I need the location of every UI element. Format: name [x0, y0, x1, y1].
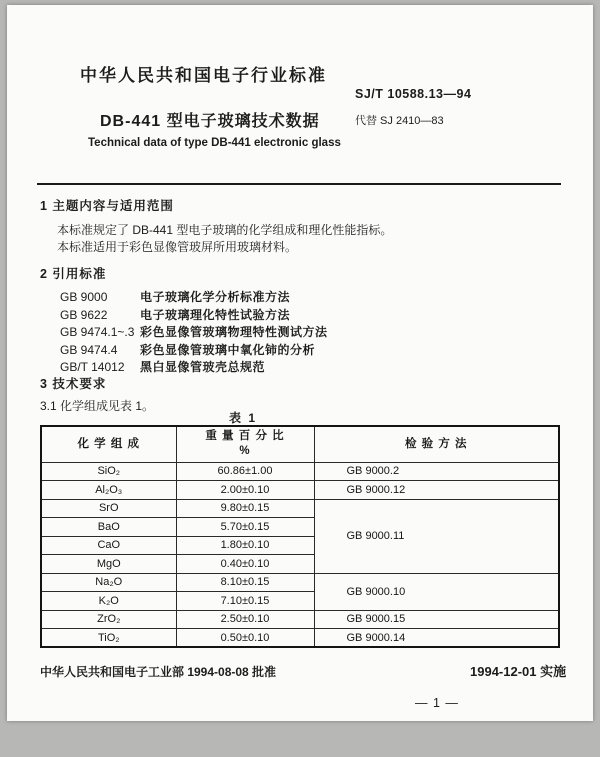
percent-cell: 7.10±0.15: [176, 592, 314, 611]
method-cell: GB 9000.14: [314, 629, 559, 648]
table-row: [41, 610, 559, 629]
ref-code: GB 9000: [60, 290, 108, 304]
formula-cell: CaO: [41, 536, 176, 555]
reference-item: [60, 324, 328, 342]
ref-title: 彩色显像管玻璃中氧化铈的分析: [140, 342, 316, 357]
percent-cell: 2.00±0.10: [176, 481, 314, 500]
table-caption: 表 1: [229, 411, 258, 425]
page-number: — 1 —: [415, 696, 459, 710]
ref-code: GB 9474.1~.3: [60, 325, 135, 339]
col-header-percent-unit: %: [239, 445, 251, 458]
method-cell: GB 9000.10: [314, 573, 559, 610]
table-row: [41, 629, 559, 648]
col-header-percent: [176, 426, 314, 462]
reference-item: [60, 307, 291, 325]
percent-cell: 1.80±0.10: [176, 536, 314, 555]
table-row: [41, 573, 559, 592]
formula-cell: Al₂O₃: [41, 481, 176, 500]
table-row: [41, 481, 559, 500]
table-row: [41, 462, 559, 481]
ref-title: 电子玻璃理化特性试验方法: [140, 307, 291, 322]
table-row: [41, 499, 559, 518]
section-1-paragraph-2: 本标准适用于彩色显像管玻屏所用玻璃材料。: [57, 240, 298, 254]
method-cell: GB 9000.2: [314, 462, 559, 481]
formula-cell: TiO₂: [41, 629, 176, 648]
formula-cell: SrO: [41, 499, 176, 518]
method-cell: GB 9000.11: [314, 499, 559, 573]
header-rule: [37, 183, 561, 185]
section-3-1-text: 3.1 化学组成见表 1。: [40, 399, 155, 413]
reference-list: [60, 289, 328, 377]
org-title: 中华人民共和国电子行业标准: [80, 66, 327, 85]
formula-cell: Na₂O: [41, 573, 176, 592]
percent-cell: 5.70±0.15: [176, 518, 314, 537]
section-2-heading: 2 引用标准: [40, 267, 107, 281]
formula-cell: BaO: [41, 518, 176, 537]
replaces-note: 代替 SJ 2410—83: [355, 115, 444, 127]
col-header-percent-label: 重 量 百 分 比: [205, 430, 285, 443]
percent-cell: 0.50±0.10: [176, 629, 314, 648]
footer-approval: 中华人民共和国电子工业部 1994-08-08 批准: [40, 665, 277, 679]
ref-title: 黑白显像管玻壳总规范: [140, 360, 266, 374]
percent-cell: 60.86±1.00: [176, 462, 314, 481]
reference-item: [60, 289, 291, 307]
col-header-method: 检 验 方 法: [314, 426, 559, 462]
table-header-row: [41, 426, 559, 462]
formula-cell: SiO₂: [41, 462, 176, 481]
percent-cell: 2.50±0.10: [176, 610, 314, 629]
section-3-heading: 3 技术要求: [40, 377, 107, 391]
standard-number: SJ/T 10588.13—94: [355, 87, 472, 101]
percent-cell: 8.10±0.15: [176, 573, 314, 592]
formula-cell: MgO: [41, 555, 176, 574]
chemical-composition-table: [40, 425, 560, 648]
section-1-paragraph-1: 本标准规定了 DB-441 型电子玻璃的化学组成和理化性能指标。: [57, 223, 393, 237]
en-title: Technical data of type DB-441 electronic glass: [88, 137, 341, 149]
reference-item: [60, 342, 316, 360]
percent-cell: 0.40±0.10: [176, 555, 314, 574]
formula-cell: ZrO₂: [41, 610, 176, 629]
col-header-composition: 化 学 组 成: [41, 426, 176, 462]
method-cell: GB 9000.15: [314, 610, 559, 629]
table-wrapper: [40, 425, 560, 648]
ref-code: GB 9474.4: [60, 342, 118, 357]
ref-code: GB 9622: [60, 307, 108, 322]
formula-cell: K₂O: [41, 592, 176, 611]
percent-cell: 9.80±0.15: [176, 499, 314, 518]
ref-title: 电子玻璃化学分析标准方法: [140, 290, 291, 304]
ref-code: GB/T 14012: [60, 360, 125, 374]
doc-title: DB-441 型电子玻璃技术数据: [100, 113, 320, 130]
method-cell: GB 9000.12: [314, 481, 559, 500]
ref-title: 彩色显像管玻璃物理特性测试方法: [140, 325, 328, 339]
document-page: [7, 5, 593, 721]
footer-implementation: 1994-12-01 实施: [470, 664, 567, 679]
section-1-heading: 1 主题内容与适用范围: [40, 199, 174, 213]
